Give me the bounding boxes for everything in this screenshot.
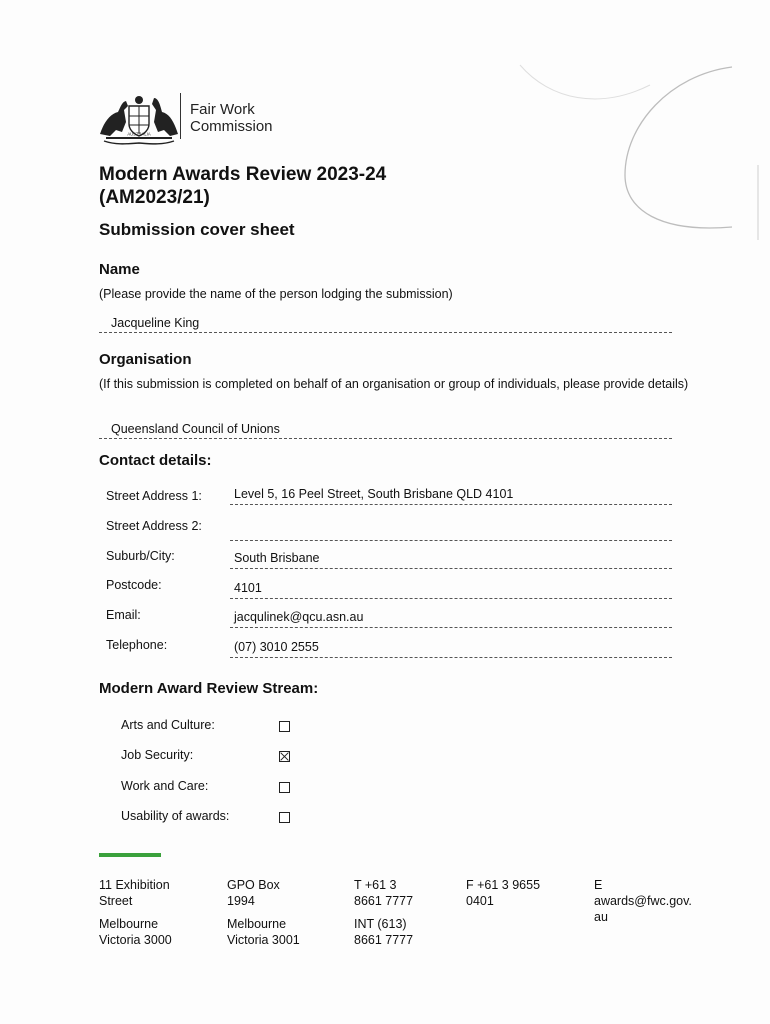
street-address-1-field[interactable] [230,486,672,505]
postcode-value: 4101 [234,581,262,595]
footer-address-line: Victoria 3000 [99,933,172,947]
telephone-label: Telephone: [106,638,168,652]
footer-gpo-line: Melbourne [227,917,287,931]
footer-street-address [99,877,172,955]
footer-gpo-line: Victoria 3001 [227,933,300,947]
street-address-1-value: Level 5, 16 Peel Street, South Brisbane QLD 4101 [234,487,514,501]
footer-address-line: 11 Exhibition [99,878,170,892]
decorative-arcs [500,55,760,245]
organisation-heading: Organisation [99,351,192,368]
footer-tel-line: 8661 7777 [354,933,414,947]
org-line-1: Fair Work [190,101,255,118]
suburb-field[interactable] [230,550,672,569]
commission-name [190,101,273,135]
org-line-2: Commission [190,118,273,135]
footer-address-line: Street [99,894,133,908]
stream-arts-label: Arts and Culture: [121,718,215,732]
street-address-2-field[interactable] [230,522,672,541]
postcode-field[interactable] [230,580,672,599]
title-line-2: (AM2023/21) [99,187,210,208]
telephone-value: (07) 3010 2555 [234,640,319,654]
contact-heading: Contact details: [99,452,212,469]
street-address-1-label: Street Address 1: [106,489,202,503]
stream-job-security-label: Job Security: [121,748,194,762]
footer-telephone [354,877,413,955]
organisation-field[interactable] [99,420,672,439]
footer-tel-line: 8661 7777 [354,894,414,908]
stream-usability-label: Usability of awards: [121,809,230,823]
suburb-value: South Brisbane [234,551,320,565]
title-line-1: Modern Awards Review 2023-24 [99,164,387,185]
stream-heading: Modern Award Review Stream: [99,680,319,697]
logo-divider [180,93,181,139]
footer-accent-bar [99,853,161,857]
name-field[interactable] [99,314,672,333]
footer-email-line[interactable]: au [594,910,608,924]
organisation-hint: (If this submission is completed on behalf of an organisation or group of individuals, please provide details) [99,377,689,391]
stream-usability-checkbox[interactable] [279,812,290,823]
footer-email [594,877,692,925]
footer-postal-address [227,877,300,955]
name-value: Jacqueline King [111,316,200,330]
street-address-2-label: Street Address 2: [106,519,202,533]
footer-email-prefix: E [594,878,603,892]
organisation-value: Queensland Council of Unions [111,422,280,436]
stream-work-care-checkbox[interactable] [279,782,290,793]
footer-email-line[interactable]: awards@fwc.gov. [594,894,692,908]
postcode-label: Postcode: [106,578,162,592]
logo-lettering: AUSTRALIA [127,131,151,137]
telephone-field[interactable] [230,639,672,658]
footer-fax-line: F +61 3 9655 [466,878,541,892]
name-heading: Name [99,261,140,278]
stream-arts-checkbox[interactable] [279,721,290,732]
footer-gpo-line: GPO Box [227,878,280,892]
footer-tel-line: INT (613) [354,917,407,931]
email-field[interactable] [230,609,672,628]
stream-work-care-label: Work and Care: [121,779,209,793]
page-title [99,163,619,209]
email-label: Email: [106,608,141,622]
coat-of-arms-logo [96,92,182,148]
email-value: jacqulinek@qcu.asn.au [234,610,364,624]
stream-job-security-checkbox[interactable] [279,751,290,762]
page-subtitle: Submission cover sheet [99,220,295,239]
suburb-label: Suburb/City: [106,549,175,563]
footer-gpo-line: 1994 [227,894,255,908]
name-hint: (Please provide the name of the person lodging the submission) [99,287,453,301]
footer-fax [466,877,540,909]
footer-fax-line: 0401 [466,894,494,908]
footer-tel-line: T +61 3 [354,878,397,892]
footer-address-line: Melbourne [99,917,159,931]
